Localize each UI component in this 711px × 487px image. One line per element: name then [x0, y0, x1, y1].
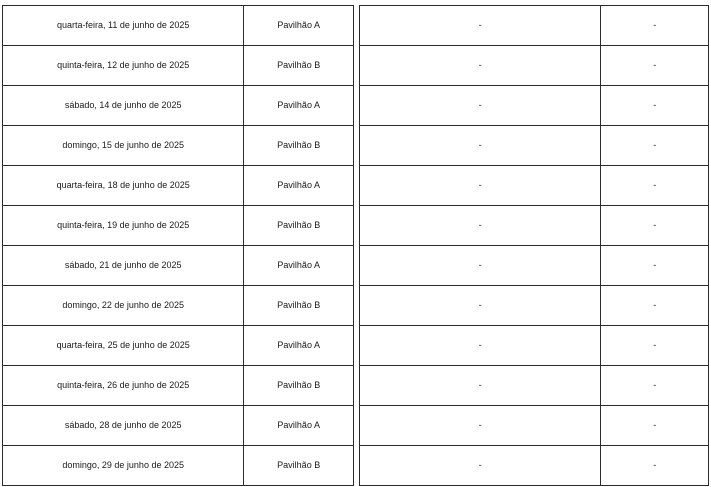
date-cell: quinta-feira, 12 de junho de 2025 [3, 46, 244, 86]
placeholder-cell: - [360, 246, 601, 286]
placeholder-cell: - [601, 166, 709, 206]
pavilion-cell: Pavilhão B [244, 46, 354, 86]
table-row [3, 406, 354, 446]
schedule-right-body [360, 6, 709, 486]
placeholder-cell: - [601, 126, 709, 166]
table-row [360, 366, 709, 406]
placeholder-cell: - [360, 126, 601, 166]
pavilion-cell: Pavilhão A [244, 406, 354, 446]
pavilion-cell: Pavilhão A [244, 166, 354, 206]
table-row [360, 326, 709, 366]
pavilion-cell: Pavilhão A [244, 246, 354, 286]
date-cell: domingo, 22 de junho de 2025 [3, 286, 244, 326]
placeholder-cell: - [601, 86, 709, 126]
placeholder-cell: - [601, 6, 709, 46]
date-cell: sábado, 21 de junho de 2025 [3, 246, 244, 286]
table-row [360, 206, 709, 246]
pavilion-cell: Pavilhão B [244, 446, 354, 486]
placeholder-cell: - [601, 366, 709, 406]
placeholder-cell: - [601, 406, 709, 446]
placeholder-cell: - [360, 166, 601, 206]
date-cell: quinta-feira, 19 de junho de 2025 [3, 206, 244, 246]
placeholder-cell: - [601, 446, 709, 486]
placeholder-cell: - [601, 206, 709, 246]
placeholder-cell: - [360, 406, 601, 446]
date-cell: domingo, 15 de junho de 2025 [3, 126, 244, 166]
table-row [3, 86, 354, 126]
placeholder-cell: - [360, 206, 601, 246]
table-row [3, 326, 354, 366]
pavilion-cell: Pavilhão B [244, 286, 354, 326]
placeholder-cell: - [360, 286, 601, 326]
pavilion-cell: Pavilhão A [244, 326, 354, 366]
table-row [3, 286, 354, 326]
table-row [360, 246, 709, 286]
table-row [3, 366, 354, 406]
table-row [360, 86, 709, 126]
pavilion-cell: Pavilhão A [244, 6, 354, 46]
table-row [3, 166, 354, 206]
table-row [360, 126, 709, 166]
placeholder-cell: - [360, 6, 601, 46]
placeholder-cell: - [360, 366, 601, 406]
schedule-table-right [359, 5, 709, 486]
placeholder-cell: - [601, 326, 709, 366]
placeholder-cell: - [601, 46, 709, 86]
date-cell: sábado, 14 de junho de 2025 [3, 86, 244, 126]
date-cell: sábado, 28 de junho de 2025 [3, 406, 244, 446]
pavilion-cell: Pavilhão B [244, 366, 354, 406]
pavilion-cell: Pavilhão B [244, 206, 354, 246]
table-row [360, 446, 709, 486]
placeholder-cell: - [360, 446, 601, 486]
date-cell: quinta-feira, 26 de junho de 2025 [3, 366, 244, 406]
table-row [3, 46, 354, 86]
schedule-table-left [2, 5, 354, 486]
date-cell: quarta-feira, 11 de junho de 2025 [3, 6, 244, 46]
placeholder-cell: - [360, 86, 601, 126]
table-row [360, 406, 709, 446]
date-cell: domingo, 29 de junho de 2025 [3, 446, 244, 486]
placeholder-cell: - [601, 286, 709, 326]
pavilion-cell: Pavilhão A [244, 86, 354, 126]
table-row [3, 6, 354, 46]
table-row [360, 286, 709, 326]
table-row [3, 206, 354, 246]
table-row [3, 126, 354, 166]
date-cell: quarta-feira, 25 de junho de 2025 [3, 326, 244, 366]
table-row [3, 446, 354, 486]
table-row [360, 166, 709, 206]
placeholder-cell: - [360, 326, 601, 366]
table-row [3, 246, 354, 286]
schedule-left-body [3, 6, 354, 486]
table-row [360, 46, 709, 86]
date-cell: quarta-feira, 18 de junho de 2025 [3, 166, 244, 206]
table-row [360, 6, 709, 46]
placeholder-cell: - [601, 246, 709, 286]
placeholder-cell: - [360, 46, 601, 86]
pavilion-cell: Pavilhão B [244, 126, 354, 166]
